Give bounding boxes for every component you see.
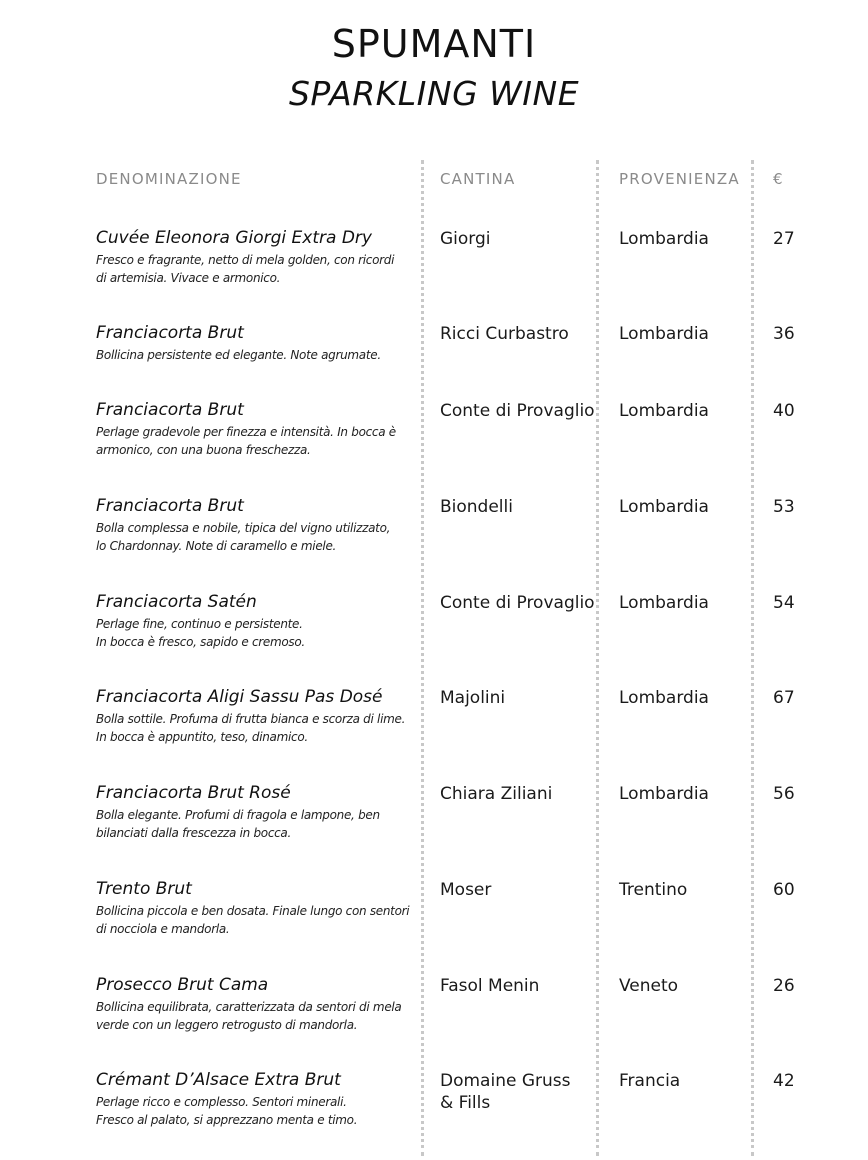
wine-row: [0, 400, 868, 490]
wine-provenienza: Lombardia: [619, 401, 709, 421]
wine-description: Perlage fine, continuo e persistente. In bocca è fresco, sapido e cremoso.: [96, 617, 305, 649]
wine-provenienza: Lombardia: [619, 497, 709, 517]
wine-price: 67: [773, 688, 795, 708]
wine-name: Prosecco Brut Cama: [96, 975, 269, 995]
wine-name: Trento Brut: [96, 879, 192, 899]
wine-price: 26: [773, 976, 795, 996]
wine-cantina: Chiara Ziliani: [440, 784, 553, 804]
column-header-cantina: CANTINA: [440, 170, 516, 188]
wine-description: Bollicina piccola e ben dosata. Finale lungo con sentori di nocciola e mandorla.: [96, 904, 410, 936]
wine-description: Bollicina equilibrata, caratterizzata da sentori di mela verde con un leggero retrogusto di mandorla.: [96, 1000, 402, 1032]
wine-price: 56: [773, 784, 795, 804]
wine-name: Franciacorta Satén: [96, 592, 257, 612]
wine-price: 53: [773, 497, 795, 517]
wine-cantina: Moser: [440, 880, 492, 900]
wine-cantina: Domaine Gruss & Fills: [440, 1071, 571, 1113]
wine-price: 36: [773, 324, 795, 344]
wine-description: Bolla elegante. Profumi di fragola e lampone, ben bilanciati dalla frescezza in bocca.: [96, 808, 380, 840]
wine-name: Franciacorta Brut: [96, 496, 244, 516]
wine-name: Cuvée Eleonora Giorgi Extra Dry: [96, 228, 372, 248]
wine-provenienza: Lombardia: [619, 688, 709, 708]
wine-row: [0, 592, 868, 682]
wine-row: [0, 687, 868, 777]
wine-description: Bolla sottile. Profuma di frutta bianca e scorza di lime. In bocca è appuntito, teso, dinamico.: [96, 712, 406, 744]
wine-row: [0, 1070, 868, 1160]
wine-cantina: Fasol Menin: [440, 976, 540, 996]
wine-provenienza: Veneto: [619, 976, 679, 996]
wine-row: [0, 879, 868, 969]
wine-name: Franciacorta Aligi Sassu Pas Dosé: [96, 687, 383, 707]
wine-price: 40: [773, 401, 795, 421]
wine-price: 54: [773, 593, 795, 613]
wine-cantina: Biondelli: [440, 497, 513, 517]
wine-provenienza: Lombardia: [619, 784, 709, 804]
wine-description: Perlage ricco e complesso. Sentori minerali. Fresco al palato, si apprezzano menta e timo.: [96, 1095, 358, 1127]
wine-row: [0, 975, 868, 1065]
wine-row: [0, 228, 868, 318]
wine-provenienza: Lombardia: [619, 229, 709, 249]
wine-cantina: Ricci Curbastro: [440, 324, 569, 344]
column-header-denominazione: DENOMINAZIONE: [96, 170, 242, 188]
page-subtitle: SPARKLING WINE: [288, 74, 580, 113]
wine-price: 42: [773, 1071, 795, 1091]
wine-provenienza: Lombardia: [619, 324, 709, 344]
wine-cantina: Conte di Provaglio: [440, 593, 595, 613]
wine-name: Crémant D’Alsace Extra Brut: [96, 1070, 341, 1090]
wine-price: 27: [773, 229, 795, 249]
column-header-price: €: [773, 170, 784, 188]
wine-cantina: Giorgi: [440, 229, 491, 249]
wine-description: Fresco e fragrante, netto di mela golden, con ricordi di artemisia. Vivace e armonico.: [96, 253, 395, 285]
wine-provenienza: Lombardia: [619, 593, 709, 613]
wine-row: [0, 496, 868, 586]
wine-price: 60: [773, 880, 795, 900]
wine-row: [0, 783, 868, 873]
wine-provenienza: Francia: [619, 1071, 681, 1091]
wine-description: Bolla complessa e nobile, tipica del vigno utilizzato, lo Chardonnay. Note di caramello e miele.: [96, 521, 391, 553]
wine-description: Bollicina persistente ed elegante. Note agrumate.: [96, 348, 381, 362]
wine-name: Franciacorta Brut: [96, 323, 244, 343]
page-title: SPUMANTI: [331, 22, 537, 66]
wine-provenienza: Trentino: [619, 880, 688, 900]
wine-name: Franciacorta Brut Rosé: [96, 783, 291, 803]
wine-cantina: Majolini: [440, 688, 506, 708]
wine-name: Franciacorta Brut: [96, 400, 244, 420]
column-header-provenienza: PROVENIENZA: [619, 170, 740, 188]
wine-cantina: Conte di Provaglio: [440, 401, 595, 421]
wine-description: Perlage gradevole per finezza e intensità. In bocca è armonico, con una buona freschezza.: [96, 425, 396, 457]
